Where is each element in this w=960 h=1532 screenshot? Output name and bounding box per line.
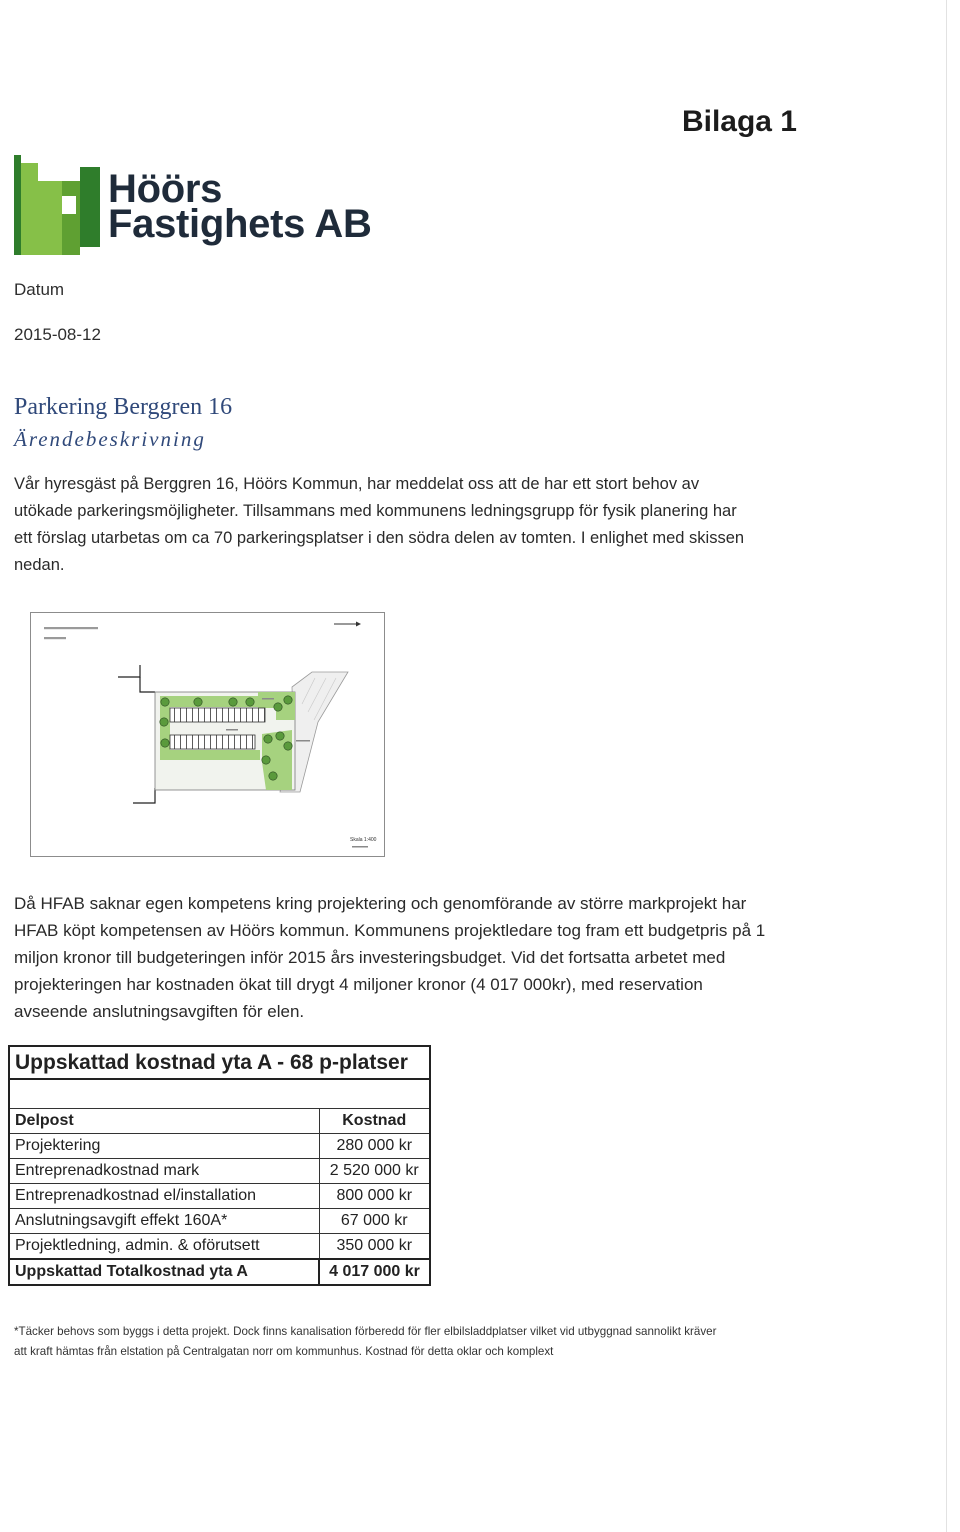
paragraph-line: utökade parkeringsmöjligheter. Tillsammans med kommunens ledningsgrupp för fysik planering har	[14, 502, 737, 520]
row-cost: 2 520 000 kr	[319, 1159, 430, 1184]
column-header-cost: Kostnad	[319, 1109, 430, 1134]
footnote	[14, 1322, 716, 1362]
table-row	[9, 1159, 430, 1184]
logo-name-line1: Höörs	[108, 167, 223, 211]
column-header-item: Delpost	[9, 1109, 319, 1134]
budget-paragraph	[14, 890, 765, 1025]
case-title: Parkering Berggren 16	[14, 394, 233, 420]
total-cost: 4 017 000 kr	[319, 1259, 430, 1285]
table-row	[9, 1234, 430, 1260]
row-cost: 280 000 kr	[319, 1134, 430, 1159]
paragraph-line: miljon kronor till budgeteringen inför 2015 års investeringsbudget. Vid det fortsatta arbetet med	[14, 948, 726, 967]
table-row	[9, 1209, 430, 1234]
annex-label: Bilaga 1	[681, 105, 797, 138]
total-row	[9, 1259, 430, 1285]
cost-table-spacer-row	[9, 1079, 430, 1109]
row-item: Entreprenadkostnad el/installation	[9, 1184, 319, 1209]
logo-name-line2: Fastighets AB	[108, 202, 372, 246]
row-cost: 350 000 kr	[319, 1234, 430, 1260]
date-label: Datum	[14, 280, 65, 299]
table-row	[9, 1184, 430, 1209]
row-item: Entreprenadkostnad mark	[9, 1159, 319, 1184]
company-logo	[14, 155, 104, 255]
cost-table-title: Uppskattad kostnad yta A - 68 p-platser	[9, 1046, 430, 1079]
row-cost: 67 000 kr	[319, 1209, 430, 1234]
parking-stalls-lower	[170, 735, 255, 749]
paragraph-line: nedan.	[14, 556, 65, 574]
total-item: Uppskattad Totalkostnad yta A	[9, 1259, 319, 1285]
intro-paragraph	[14, 471, 744, 579]
row-item: Anslutningsavgift effekt 160A*	[9, 1209, 319, 1234]
site-plan-sketch	[30, 612, 385, 857]
footnote-line: att kraft hämtas från elstation på Centralgatan norr om kommunhus. Kostnad för detta oklar och komplext	[14, 1345, 554, 1358]
paragraph-line: ett förslag utarbetas om ca 70 parkeringsplatser i den södra delen av tomten. I enlighet med skissen	[14, 529, 745, 547]
paragraph-line: HFAB köpt kompetensen av Höörs kommun. Kommunens projektledare tog fram ett budgetpris på 1	[14, 921, 766, 940]
row-cost: 800 000 kr	[319, 1184, 430, 1209]
plan-scale-label: Skala 1:400	[350, 837, 377, 843]
paragraph-line: projekteringen har kostnaden ökat till drygt 4 miljoner kronor (4 017 000kr), med reservation	[14, 975, 703, 994]
case-subtitle: Ärendebeskrivning	[14, 427, 206, 451]
paragraph-line: Då HFAB saknar egen kompetens kring projektering och genomförande av större markprojekt har	[14, 894, 747, 913]
paragraph-line: avseende anslutningsavgiften för elen.	[14, 1002, 305, 1021]
scan-edge-line	[946, 0, 947, 1532]
date-value: 2015-08-12	[14, 325, 101, 344]
row-item: Projektering	[9, 1134, 319, 1159]
paragraph-line: Vår hyresgäst på Berggren 16, Höörs Kommun, har meddelat oss att de har ett stort behov av	[14, 475, 700, 493]
parking-stalls-upper	[170, 708, 265, 722]
footnote-line: *Täcker behovs som byggs i detta projekt. Dock finns kanalisation förberedd för fler elbilsladdplatser vilket vid utbyggnad sannolikt kräver	[14, 1325, 717, 1338]
cost-table	[8, 1045, 431, 1286]
table-row	[9, 1134, 430, 1159]
row-item: Projektledning, admin. & oförutsett	[9, 1234, 319, 1260]
